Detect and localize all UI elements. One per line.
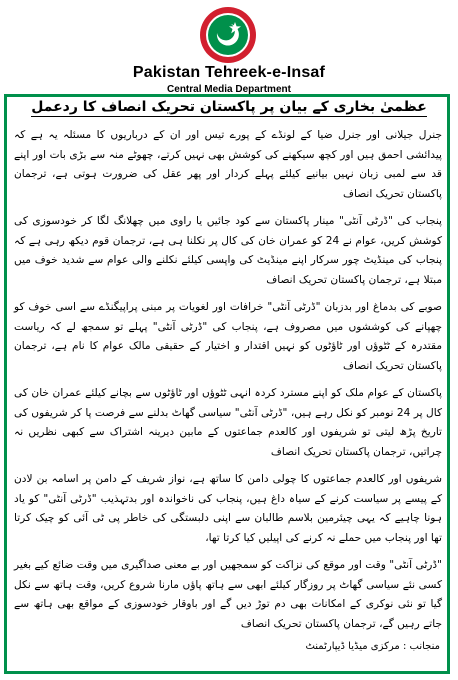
source-line: منجانب : مرکزی میڈیا ڈیپارٹمنٹ xyxy=(305,641,440,652)
headline-text: عظمیٰ بخاری کے بیان پر پاکستان تحریک انصاف کا ردعمل xyxy=(31,99,427,115)
headline xyxy=(0,99,458,115)
paragraph: پاکستان کے عوام ملک کو اپنے مسترد کردہ انہی ٹٹوؤں اور ٹاؤٹوں سے بچانے کیلئے عمران خان کی کال پر 24 نومبر کو نکل رہے ہیں، "ڈرٹی آنٹی" سیاسی گھاٹ بدلنے سے فرصت پا کر شریفوں کی تاریخ پڑھ لیتی تو شریفوں اور کالعدم جماعتوں کے مابین دیرینہ اشتراک سے کبھی نظریں نہ چراتیں، ترجمان پاکستان تحریک انصاف xyxy=(14,387,443,458)
paragraph: "ڈرٹی آنٹی" وقت اور موقع کی نزاکت کو سمجھیں اور بے معنی صداگیری میں وقت ضائع کیے بغیر کسی نئے سیاسی گھاٹ پر روزگار کیلئے ابھی سے ہاتھ پاؤں مارنا شروع کریں، وقت ہاتھ سے نکل گیا تو نئی نوکری کے امکانات بھی دم توڑ دیں گے اور باوقار خودسوزی کے مواقع بھی ہاتھ سے جاتے رہیں گے، ترجمان پاکستان تحریک انصاف xyxy=(14,559,442,630)
department-name: Central Media Department xyxy=(167,84,291,95)
paragraph: پنجاب کی "ڈرٹی آنٹی" مینار پاکستان سے کود جائیں یا راوی میں چھلانگ لگا کر خودسوزی کی کوشش کریں، عوام نے 24 کو عمران خان کی کال پر نکلنا ہی ہے، ترجمان قوم دیکھ رہی ہے کہ پنجاب کی مینڈیٹ چور سرکار اپنے مینڈیٹ کی واپسی کیلئے نکلنے والی عوام سے شدید خوف میں مبتلا ہے، ترجمان پاکستان تحریک انصاف xyxy=(14,215,442,286)
paragraph: شریفوں اور کالعدم جماعتوں کا چولی دامن کا ساتھ ہے، نواز شریف کے دامن پر اسامہ بن لادن کے پیسے پر سیاست کرنے کے سیاہ داغ ہیں، پنجاب کی ناخواندہ اور بدتہذیب "ڈرٹی آنٹی" کو یاد ہونا چاہیے کہ یہی چیئرمین بلاسم طالبان سے اپنی دلبستگی کی خاطر پی ٹی آئی کو چیک کرتا تھا اور پنجاب میں حملے نہ کرنے کی اپیلیں کیا کرتا تھا، xyxy=(14,473,442,544)
paragraph: صوبے کی بدماغ اور بدزبان "ڈرٹی آنٹی" خرافات اور لغویات پر مبنی پراپیگنڈے سے اسی خوف کو چھپانے کی کوششوں میں مصروف ہے، پنجاب کی "ڈرٹی آنٹی" پہلے تو سمجھ لے کہ ریاست مقتدرہ کے ٹٹوؤں اور ٹاؤٹوں کو نہیں اقتدار و اختیار کے حقیقی مالک عوام کا نام ہے، ترجمان پاکستان تحریک انصاف xyxy=(14,301,442,372)
paragraph: جنرل جیلانی اور جنرل ضیا کے لونڈے کے پورے تیس اور ان کے درباریوں کا مسئلہ یہ ہے کہ پیدائشی احمق ہیں اور کچھ سیکھنے کی کوشش بھی نہیں کرتے، چھوٹے منہ سے بڑی بات اور اپنے قد سے لمبی زبان نہیں بیانیے کیلئے پہلے کردار اور پھر عقل کی ضرورت ہوتی ہے، ترجمان پاکستان تحریک انصاف xyxy=(14,129,442,200)
organization-name: Pakistan Tehreek-e-Insaf xyxy=(132,64,326,81)
statement-body xyxy=(14,126,442,642)
pti-logo xyxy=(199,6,257,64)
